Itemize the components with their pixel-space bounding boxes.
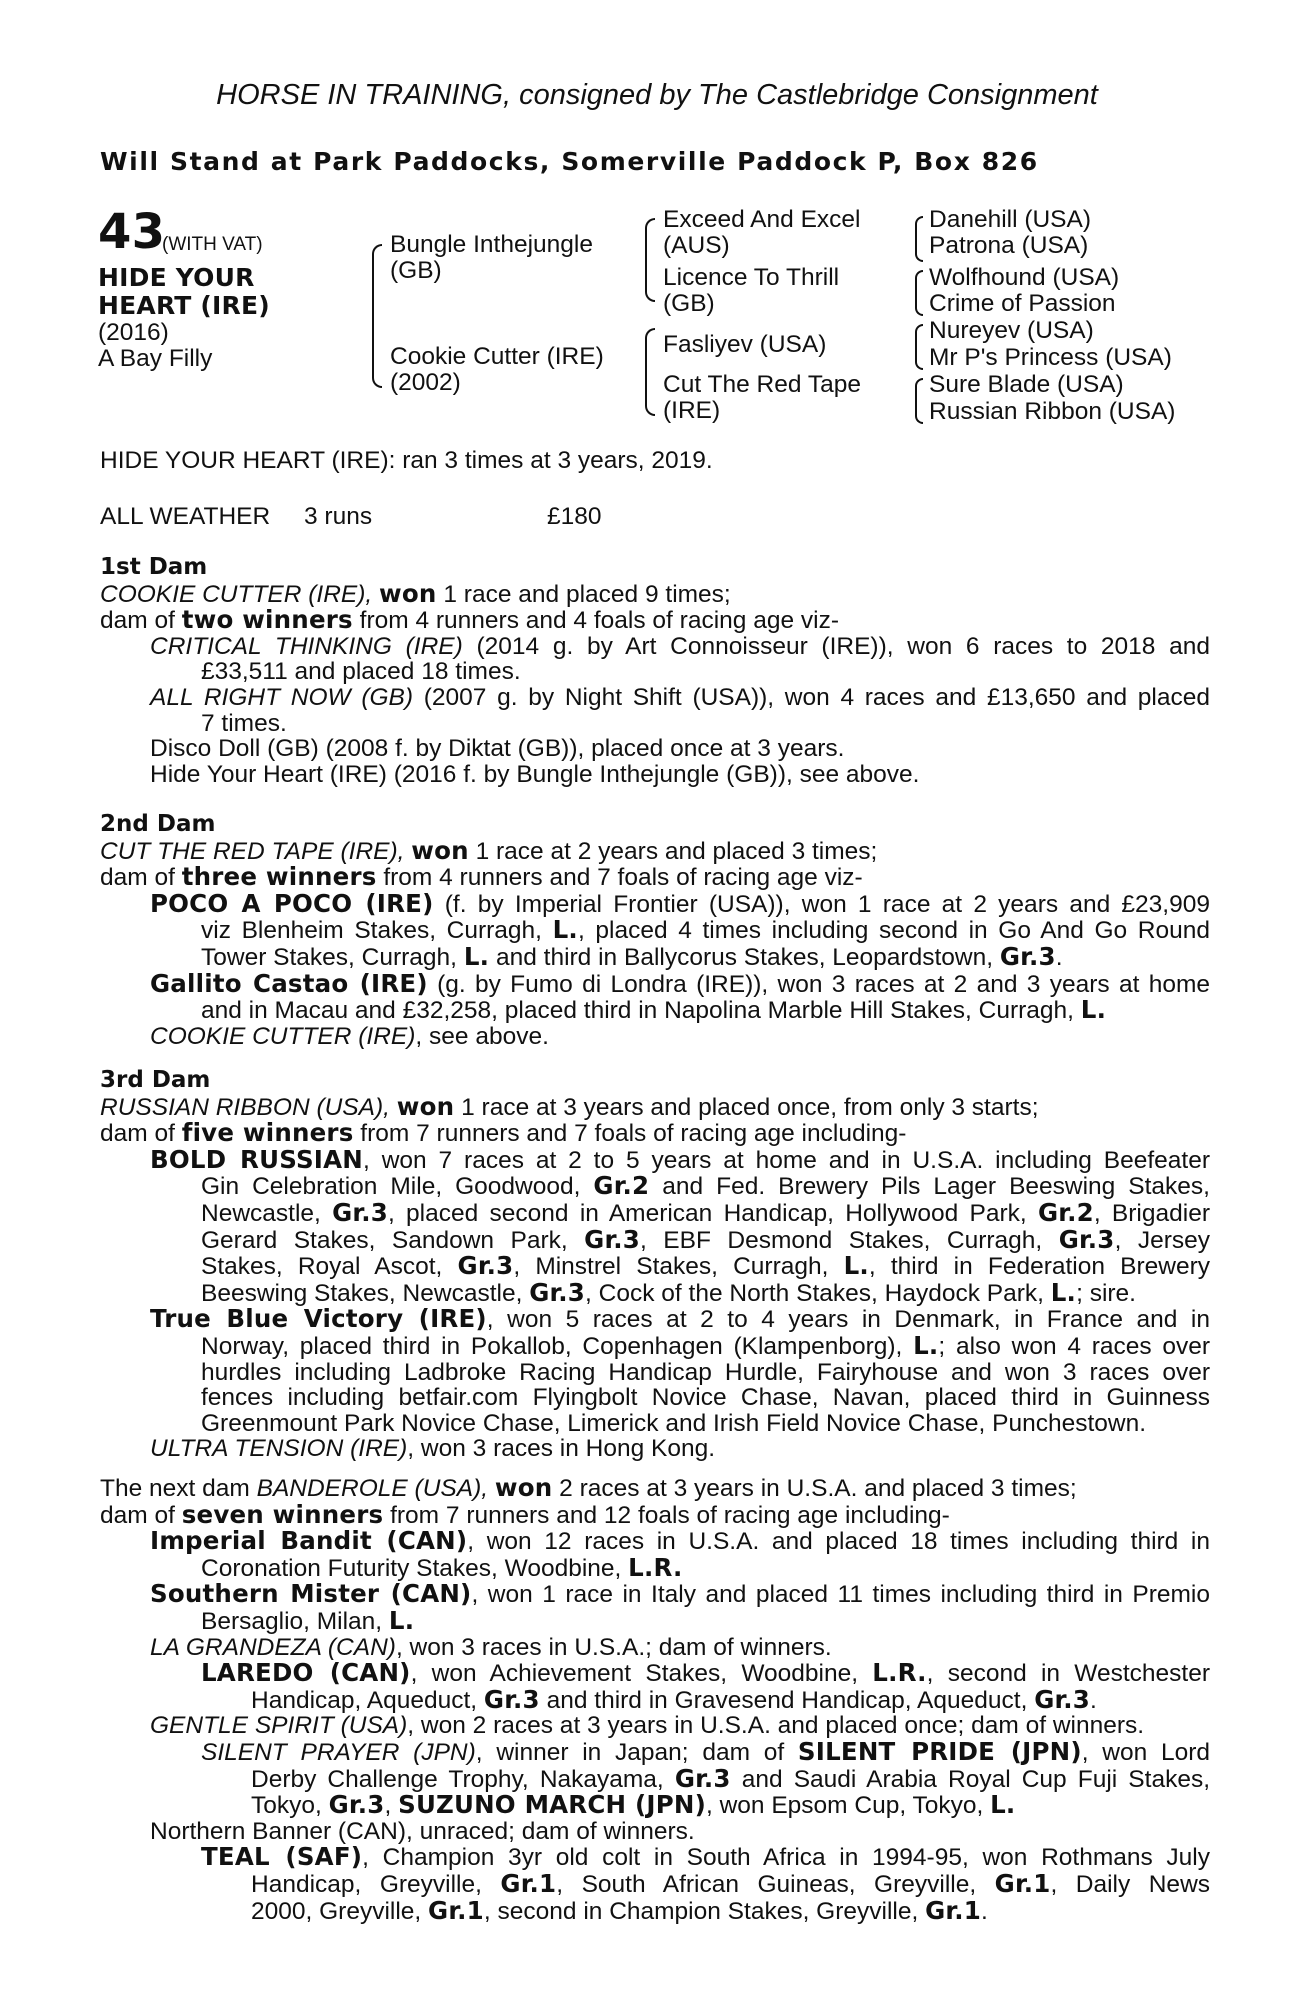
third-dam-foal-1-cont2: Newcastle, Gr.3, placed second in American Handicap, Hollywood Park, Gr.2, Brigadier (201, 1197, 1210, 1227)
next-dam-grandfoal-1: LAREDO (CAN), won Achievement Stakes, Woodbine, L.R., second in Westchester (201, 1658, 1210, 1688)
lot-number: 43 (98, 204, 166, 260)
first-dam-produce: dam of two winners from 4 runners and 4 foals of racing age viz- (100, 605, 839, 635)
third-dam-produce: dam of five winners from 7 runners and 7 foals of racing age including- (100, 1118, 907, 1148)
next-dam-foal-3: LA GRANDEZA (CAN), won 3 races in U.S.A.; dam of winners. (150, 1633, 832, 1661)
pedigree-gen3-3: Wolfhound (USA) (929, 264, 1120, 291)
race-record-summary: HIDE YOUR HEART (IRE): ran 3 times at 3 years, 2019. (100, 447, 713, 474)
second-dam-foal-1: POCO A POCO (IRE) (f. by Imperial Frontier (USA)), won 1 race at 2 years and £23,909 (150, 888, 1210, 918)
third-dam-foal-1-cont1: Gin Celebration Mile, Goodwood, Gr.2 and Fed. Brewery Pils Lager Beeswing Stakes, (201, 1171, 1210, 1201)
second-dam-section (100, 812, 1210, 1049)
pedigree-gen3-4: Crime of Passion (929, 290, 1116, 317)
first-dam-foal-2: ALL RIGHT NOW (GB) (2007 g. by Night Shift (USA)), won 4 races and £13,650 and placed (150, 683, 1210, 711)
next-dam-grandfoal-2-cont1: Derby Challenge Trophy, Nakayama, Gr.3 and Saudi Arabia Royal Cup Fuji Stakes, (251, 1763, 1211, 1793)
third-dam-foal-1-cont4: Stakes, Royal Ascot, Gr.3, Minstrel Stakes, Curragh, L., third in Federation Brewery (201, 1251, 1210, 1281)
first-dam-foal-4: Hide Your Heart (IRE) (2016 f. by Bungle Inthejungle (GB)), see above. (150, 760, 920, 788)
second-dam-foal-1-cont2: Tower Stakes, Curragh, L. and third in Ballycorus Stakes, Leopardstown, Gr.3. (201, 941, 1063, 971)
pedigree-gen3-1: Danehill (USA) (929, 206, 1092, 233)
third-dam-section (100, 1068, 1210, 1462)
pedigree-brace-g3-2 (915, 270, 923, 316)
next-dam-grandfoal-3: TEAL (SAF), Champion 3yr old colt in South Africa in 1994-95, won Rothmans July (201, 1842, 1210, 1872)
pedigree-dam: Cookie Cutter (IRE) (2002) (390, 343, 604, 396)
third-dam-foal-2-cont2: hurdles including Ladbroke Racing Handicap Hurdle, Fairyhouse and won 3 races over (201, 1358, 1210, 1386)
pedigree-sire-sire: Exceed And Excel (AUS) (663, 206, 861, 259)
third-dam-foal-3: ULTRA TENSION (IRE), won 3 races in Hong Kong. (150, 1435, 716, 1463)
pedigree-dam-sire: Fasliyev (USA) (663, 331, 827, 358)
next-dam-produce: dam of seven winners from 7 runners and 12 foals of racing age including- (100, 1499, 950, 1529)
pedigree-brace-g3-4 (915, 378, 923, 424)
third-dam-line: RUSSIAN RIBBON (USA), won 1 race at 3 years and placed once, from only 3 starts; (100, 1091, 1039, 1121)
pedigree-brace-main (372, 244, 382, 388)
next-dam-line: The next dam BANDEROLE (USA), won 2 races at 3 years in U.S.A. and placed 3 times; (100, 1473, 1077, 1502)
vat-note: (WITH VAT) (162, 234, 263, 255)
foaling-year: (2016) (98, 319, 169, 346)
pedigree-gen3-5: Nureyev (USA) (929, 317, 1094, 344)
pedigree-brace-g3-3 (915, 324, 923, 370)
first-dam-foal-2-cont: 7 times. (201, 709, 287, 737)
third-dam-foal-2-cont4: Greenmount Park Novice Chase, Limerick and Irish Field Novice Chase, Punchestown. (201, 1409, 1147, 1437)
next-dam-grandfoal-1-cont: Handicap, Aqueduct, Gr.3 and third in Gravesend Handicap, Aqueduct, Gr.3. (251, 1684, 1097, 1714)
next-dam-foal-1: Imperial Bandit (CAN), won 12 races in U.S.A. and placed 18 times including third in (150, 1526, 1211, 1556)
third-dam-foal-2: True Blue Victory (IRE), won 5 races at 2 to 4 years in Denmark, in France and in (150, 1304, 1210, 1334)
next-dam-foal-5: Northern Banner (CAN), unraced; dam of winners. (150, 1817, 695, 1845)
pedigree-gen3-6: Mr P's Princess (USA) (929, 344, 1172, 371)
stand-location: Will Stand at Park Paddocks, Somerville Paddock P, Box 826 (100, 147, 1039, 176)
next-dam-grandfoal-2: SILENT PRAYER (JPN), winner in Japan; dam of SILENT PRIDE (JPN), won Lord (201, 1736, 1210, 1766)
record-runs: 3 runs (304, 503, 373, 530)
pedigree-sire-dam: Licence To Thrill (GB) (663, 264, 840, 317)
next-dam-grandfoal-3-cont2: 2000, Greyville, Gr.1, second in Champion Stakes, Greyville, Gr.1. (251, 1895, 988, 1925)
third-dam-foal-1-cont5: Beeswing Stakes, Newcastle, Gr.3, Cock of the North Stakes, Haydock Park, L.; sire. (201, 1277, 1136, 1307)
pedigree-brace-g3-1 (915, 216, 923, 262)
next-dam-grandfoal-2-cont2: Tokyo, Gr.3, SUZUNO MARCH (JPN), won Epsom Cup, Tokyo, L. (251, 1790, 1016, 1820)
pedigree-sire: Bungle Inthejungle (GB) (390, 231, 593, 284)
next-dam-section (100, 1475, 1210, 1924)
next-dam-grandfoal-3-cont1: Handicap, Greyville, Gr.1, South African Guineas, Greyville, Gr.1, Daily News (251, 1868, 1211, 1898)
record-surface: ALL WEATHER (100, 503, 271, 530)
pedigree-gen3-2: Patrona (USA) (929, 232, 1089, 259)
third-dam-foal-1-cont3: Gerard Stakes, Sandown Park, Gr.3, EBF Desmond Stakes, Curragh, Gr.3, Jersey (201, 1224, 1210, 1254)
record-earnings: £180 (547, 503, 602, 530)
second-dam-foal-2: Gallito Castao (IRE) (g. by Fumo di Londra (IRE)), won 3 races at 2 and 3 years at home (150, 968, 1211, 998)
next-dam-foal-2: Southern Mister (CAN), won 1 race in Italy and placed 11 times including third in Premio (150, 1579, 1211, 1609)
third-dam-foal-2-cont3: fences including betfair.com Flyingbolt Novice Chase, Navan, placed third in Guinness (201, 1384, 1210, 1412)
horse-name-line2: HEART (IRE) (98, 291, 270, 320)
second-dam-produce: dam of three winners from 4 runners and 7 foals of racing age viz- (100, 862, 863, 892)
third-dam-foal-1: BOLD RUSSIAN, won 7 races at 2 to 5 years at home and in U.S.A. including Beefeater (150, 1144, 1210, 1174)
third-dam-foal-2-cont1: Norway, placed third in Pokallob, Copenhagen (Klampenborg), L.; also won 4 races over (201, 1330, 1210, 1360)
catalogue-header: HORSE IN TRAINING, consigned by The Castlebridge Consignment (216, 79, 1098, 111)
second-dam-line: CUT THE RED TAPE (IRE), won 1 race at 2 years and placed 3 times; (100, 835, 878, 865)
pedigree-brace-sire (645, 218, 655, 302)
horse-name-line1: HIDE YOUR (98, 263, 255, 292)
first-dam-heading: 1st Dam (100, 554, 208, 580)
first-dam-section (100, 555, 1210, 787)
second-dam-foal-1-cont1: viz Blenheim Stakes, Curragh, L., placed 4 times including second in Go And Go Round (201, 915, 1210, 945)
pedigree-dam-dam: Cut The Red Tape (IRE) (663, 371, 861, 424)
next-dam-foal-4: GENTLE SPIRIT (USA), won 2 races at 3 years in U.S.A. and placed once; dam of winners. (150, 1712, 1145, 1740)
first-dam-foal-1-cont: £33,511 and placed 18 times. (201, 658, 521, 686)
next-dam-foal-1-cont: Coronation Futurity Stakes, Woodbine, L.R. (201, 1552, 683, 1582)
second-dam-foal-2-cont: and in Macau and £32,258, placed third in Napolina Marble Hill Stakes, Curragh, L. (201, 995, 1107, 1025)
second-dam-foal-3: COOKIE CUTTER (IRE), see above. (150, 1022, 549, 1050)
third-dam-heading: 3rd Dam (100, 1067, 211, 1093)
first-dam-line: COOKIE CUTTER (IRE), won 1 race and placed 9 times; (100, 578, 731, 608)
first-dam-foal-3: Disco Doll (GB) (2008 f. by Diktat (GB)), placed once at 3 years. (150, 735, 845, 763)
pedigree-gen3-8: Russian Ribbon (USA) (929, 398, 1176, 425)
first-dam-foal-1: CRITICAL THINKING (IRE) (2014 g. by Art Connoisseur (IRE)), won 6 races to 2018 and (150, 632, 1211, 660)
next-dam-foal-2-cont: Bersaglio, Milan, L. (201, 1605, 415, 1635)
horse-name (98, 264, 318, 320)
horse-sex: A Bay Filly (98, 345, 213, 372)
pedigree-brace-dam (645, 328, 655, 416)
pedigree-gen3-7: Sure Blade (USA) (929, 371, 1124, 398)
second-dam-heading: 2nd Dam (100, 811, 216, 837)
